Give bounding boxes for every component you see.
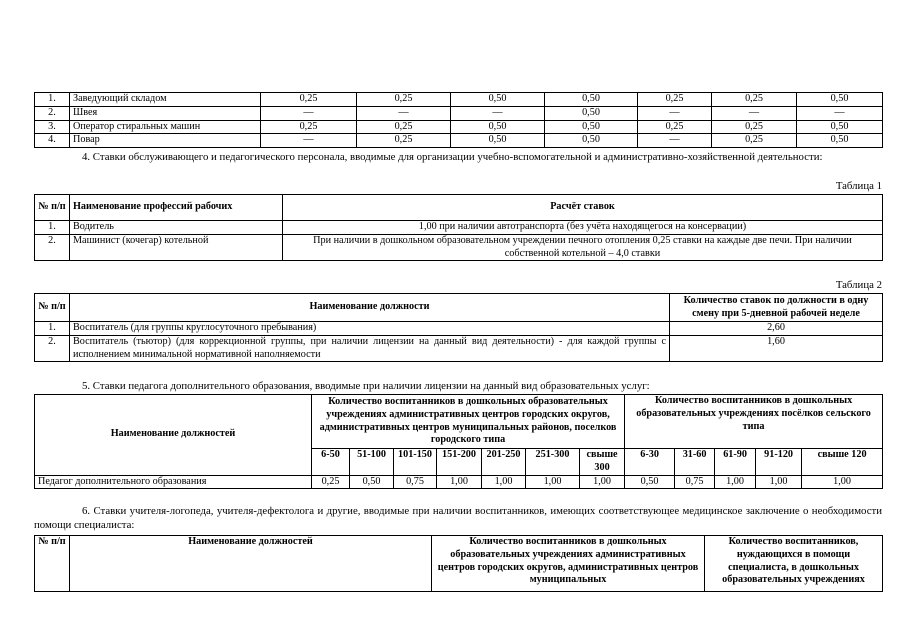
row-value: —: [451, 106, 545, 120]
t5-column-header: 101-150: [394, 449, 437, 476]
t6-header-col-1: Количество воспитанников в дошкольных образовательных учреждениях административных центров городских округов, административных центров муниципальных: [432, 536, 705, 592]
t6-header-col-2: Количество воспитанников, нуждающихся в помощи специалиста, в дошкольных образовательных учреждениях: [705, 536, 883, 592]
t2-row-2-name: Воспитатель (тьютор) (для коррекционной группы, при наличии лицензии на данный вид деятельности) - для каждой группы с исполнением минимальной нормативной наполняемости: [70, 335, 670, 362]
row-value: 0,50: [545, 93, 638, 107]
top-table-row: [35, 93, 883, 107]
t5-row-value: 1,00: [437, 475, 482, 489]
t1-header-name: Наименование профессий рабочих: [70, 195, 283, 221]
t5-column-header: 151-200: [437, 449, 482, 476]
t1-header-num: № п/п: [35, 195, 70, 221]
row-value: 0,50: [797, 134, 883, 148]
row-value: —: [261, 106, 357, 120]
section-4-text: 4. Ставки обслуживающего и педагогического персонала, вводимые для организации учебно-вспомогательной и административно-хозяйственной деятельности:: [82, 151, 823, 163]
row-value: 0,50: [545, 106, 638, 120]
row-value: 0,25: [357, 134, 451, 148]
t5-column-header: 61-90: [715, 449, 756, 476]
row-value: 0,50: [451, 120, 545, 134]
row-number: 4.: [35, 134, 70, 148]
row-value: —: [261, 134, 357, 148]
t1-row-1-name: Водитель: [70, 221, 283, 235]
table-2-caption: Таблица 2: [835, 279, 882, 291]
t5-column-header: 51-100: [350, 449, 394, 476]
top-table-row: [35, 134, 883, 148]
t5-column-header: 251-300: [526, 449, 580, 476]
t2-row-2-count: 1,60: [670, 335, 883, 362]
section-5-text: 5. Ставки педагога дополнительного образования, вводимые при наличии лицензии на данный вид образовательных услуг:: [82, 380, 650, 392]
table-1-caption: Таблица 1: [835, 180, 882, 192]
row-value: 0,50: [451, 134, 545, 148]
t5-row-value: 0,25: [312, 475, 350, 489]
table-5: [34, 394, 883, 489]
row-value: —: [797, 106, 883, 120]
top-table-row: [35, 106, 883, 120]
t5-row-value: 1,00: [482, 475, 526, 489]
row-value: 0,25: [638, 93, 712, 107]
row-value: 0,25: [357, 120, 451, 134]
row-value: 0,50: [545, 134, 638, 148]
t2-row-1-count: 2,60: [670, 322, 883, 336]
t5-row-value: 0,50: [625, 475, 675, 489]
t5-column-header: свыше 300: [580, 449, 625, 476]
t6-header-num: № п/п: [35, 536, 70, 592]
row-number: 3.: [35, 120, 70, 134]
t2-row-1-name: Воспитатель (для группы круглосуточного пребывания): [70, 322, 670, 336]
t5-row-value: 0,75: [394, 475, 437, 489]
t5-column-header: 201-250: [482, 449, 526, 476]
t5-header-name: Наименование должностей: [35, 395, 312, 476]
row-position: Заведующий складом: [70, 93, 261, 107]
row-position: Оператор стиральных машин: [70, 120, 261, 134]
t5-row-value: 0,50: [350, 475, 394, 489]
row-value: 0,25: [261, 120, 357, 134]
row-position: Повар: [70, 134, 261, 148]
row-value: 0,25: [638, 120, 712, 134]
row-value: 0,50: [797, 93, 883, 107]
staff-rates-table: [34, 92, 883, 148]
t5-row-value: 1,00: [526, 475, 580, 489]
row-value: 0,50: [545, 120, 638, 134]
row-value: —: [638, 106, 712, 120]
t5-row-value: 1,00: [715, 475, 756, 489]
t1-row-1-num: 1.: [35, 221, 70, 235]
t1-row-2-name: Машинист (кочегар) котельной: [70, 234, 283, 261]
row-value: 0,25: [357, 93, 451, 107]
row-value: —: [638, 134, 712, 148]
row-value: 0,25: [712, 134, 797, 148]
row-value: —: [712, 106, 797, 120]
t5-row-value: 1,00: [580, 475, 625, 489]
t5-column-header: 31-60: [675, 449, 715, 476]
t5-row-value: 1,00: [802, 475, 883, 489]
table-1: [34, 194, 883, 261]
t2-row-1-num: 1.: [35, 322, 70, 336]
t2-header-name: Наименование должности: [70, 294, 670, 322]
t2-header-count: Количество ставок по должности в одну смену при 5-дневной рабочей неделе: [670, 294, 883, 322]
t2-row-2-num: 2.: [35, 335, 70, 362]
t5-column-header: 91-120: [756, 449, 802, 476]
t5-row-value: 1,00: [756, 475, 802, 489]
t1-row-2-num: 2.: [35, 234, 70, 261]
t1-row-1-calc: 1,00 при наличии автотранспорта (без учёта находящегося на консервации): [283, 221, 883, 235]
t2-header-num: № п/п: [35, 294, 70, 322]
row-value: 0,50: [451, 93, 545, 107]
table-6: [34, 535, 883, 592]
row-value: —: [357, 106, 451, 120]
row-number: 2.: [35, 106, 70, 120]
t5-column-header: 6-50: [312, 449, 350, 476]
t1-row-2-calc: При наличии в дошкольном образовательном учреждении печного отопления 0,25 ставки на каждые две печи. При наличии собственной котельной – 4,0 ставки: [283, 234, 883, 261]
row-number: 1.: [35, 93, 70, 107]
t5-header-group-2: Количество воспитанников в дошкольных образовательных учреждениях посёлков сельского типа: [625, 395, 883, 449]
t6-header-name: Наименование должностей: [70, 536, 432, 592]
t5-header-group-1: Количество воспитанников в дошкольных образовательных учреждениях административных центров городских округов, административных центров муниципальных районов, поселков городского типа: [312, 395, 625, 449]
section-6-text: 6. Ставки учителя-логопеда, учителя-дефектолога и другие, вводимые при наличии воспитанников, имеющих соответствующее медицинское заключение о необходимости помощи специалиста:: [34, 505, 882, 532]
row-value: 0,25: [712, 120, 797, 134]
row-value: 0,25: [261, 93, 357, 107]
row-position: Швея: [70, 106, 261, 120]
top-table-row: [35, 120, 883, 134]
t5-column-header: свыше 120: [802, 449, 883, 476]
t5-row-name: Педагог дополнительного образования: [35, 475, 312, 489]
row-value: 0,25: [712, 93, 797, 107]
table-2: [34, 293, 883, 362]
t5-row-value: 0,75: [675, 475, 715, 489]
row-value: 0,50: [797, 120, 883, 134]
t5-column-header: 6-30: [625, 449, 675, 476]
t1-header-calc: Расчёт ставок: [283, 195, 883, 221]
